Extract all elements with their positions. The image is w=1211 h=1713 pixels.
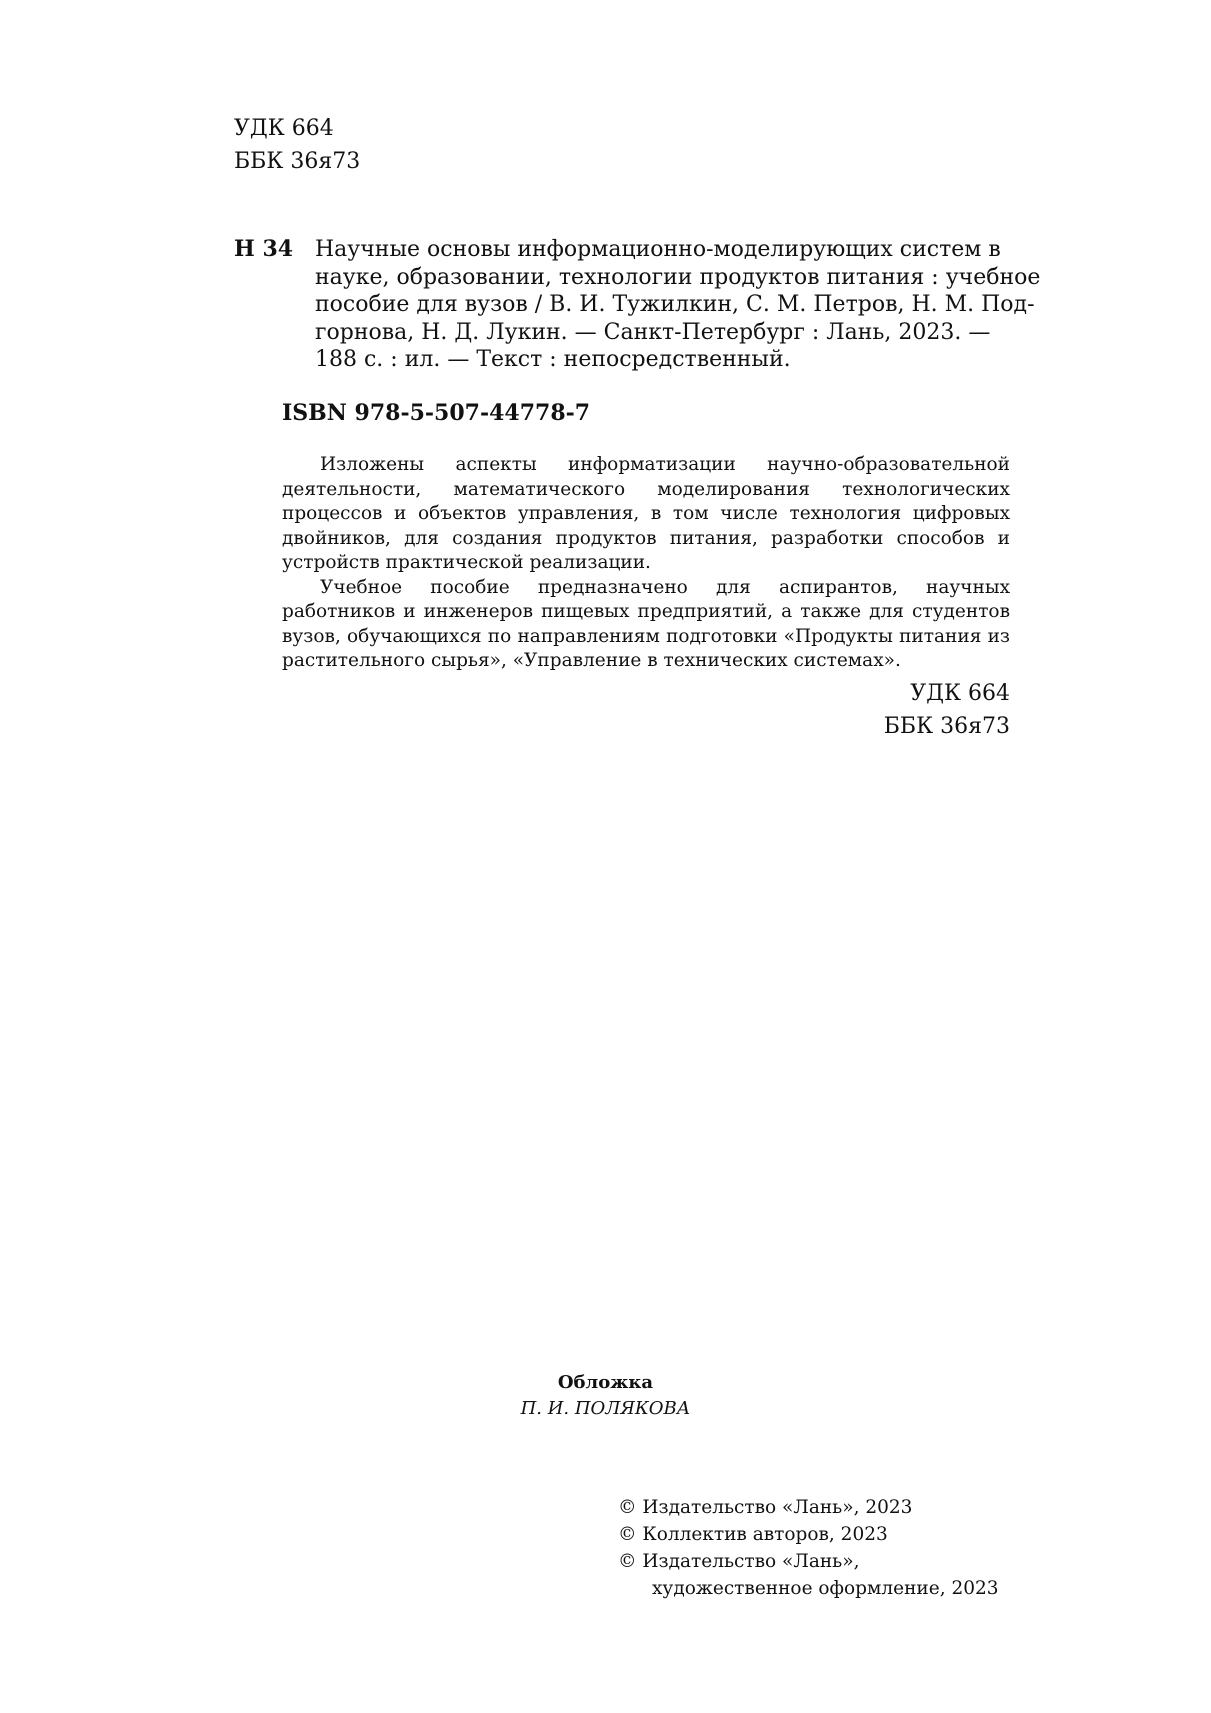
top-classification (234, 112, 360, 178)
bottom-classification (884, 677, 1010, 743)
annotation-paragraph: Учебное пособие предназначено для аспирантов, научных работников и инженеров пищевых предприятий, а также для студентов вузов, обучающихся по направлениям подготовки «Продукты питания из растительного сырья», «Управление в технических системах». (282, 576, 1010, 671)
udk-code: УДК 664 (234, 116, 334, 141)
description-line: Научные основы информационно-моделирующих систем в (315, 237, 1001, 262)
copyright-line: © Издательство «Лань», (618, 1551, 860, 1572)
bibliographic-description (315, 236, 1041, 374)
isbn: ISBN 978-5-507-44778-7 (282, 400, 591, 426)
copyright-line: © Коллектив авторов, 2023 (618, 1524, 888, 1545)
udk-code: УДК 664 (910, 681, 1010, 706)
copyright-line: художественное оформление, 2023 (652, 1578, 999, 1599)
annotation-paragraph: Изложены аспекты информатизации научно-образовательной деятельности, математического моделирования технологических процессов и объектов управления, в том числе технология цифровых двойников, для создания продуктов питания, разработки способов и устройств практической реализации. (282, 454, 1010, 573)
cover-artist: П. И. ПОЛЯКОВА (520, 1398, 691, 1419)
copyright-line: © Издательство «Лань», 2023 (618, 1497, 913, 1518)
bbk-code: ББК 36я73 (883, 714, 1010, 739)
cover-credit (0, 1370, 1211, 1422)
annotation (282, 453, 1010, 674)
catalog-entry (234, 236, 1041, 374)
copyright-block (618, 1494, 999, 1602)
description-line: пособие для вузов / В. И. Тужилкин, С. М. Петров, Н. М. Под- (315, 292, 1035, 317)
author-mark: Н 34 (234, 236, 294, 262)
description-line: 188 с. : ил. — Текст : непосредственный. (315, 347, 791, 372)
cover-label: Обложка (557, 1372, 654, 1393)
bbk-code: ББК 36я73 (234, 149, 361, 174)
description-line: горнова, Н. Д. Лукин. — Санкт-Петербург : Лань, 2023. — (315, 319, 991, 345)
description-line: науке, образовании, технологии продуктов питания : учебное (315, 264, 1041, 290)
